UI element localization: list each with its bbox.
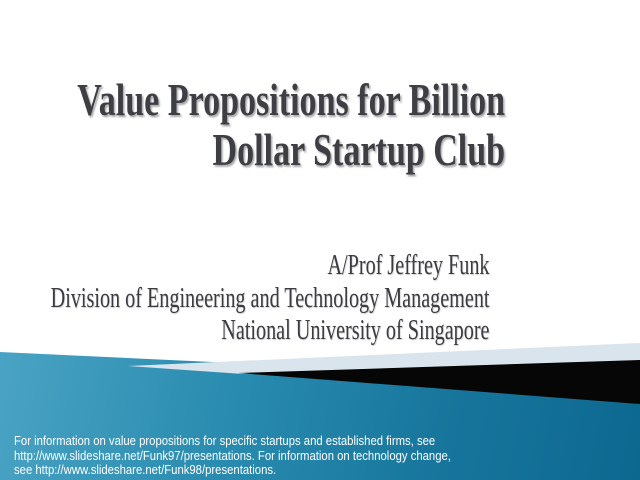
slide-title	[77, 75, 505, 175]
title-line-1: Value Propositions for Billion	[77, 74, 505, 125]
subtitle-division: Division of Engineering and Technology Management	[50, 282, 489, 314]
subtitle-university: National University of Singapore	[220, 315, 490, 346]
slide-subtitle	[50, 250, 489, 348]
footer-line-2: http://www.slideshare.net/Funk97/presentations. For information on technology change,	[14, 447, 451, 463]
footer-note	[14, 434, 451, 478]
title-line-2: Dollar Startup Club	[212, 124, 506, 175]
subtitle-author: A/Prof Jeffrey Funk	[326, 250, 489, 281]
footer-line-1: For information on value propositions for specific startups and established firms, see	[14, 433, 436, 448]
footer-line-3: see http://www.slideshare.net/Funk98/presentations.	[14, 462, 277, 477]
